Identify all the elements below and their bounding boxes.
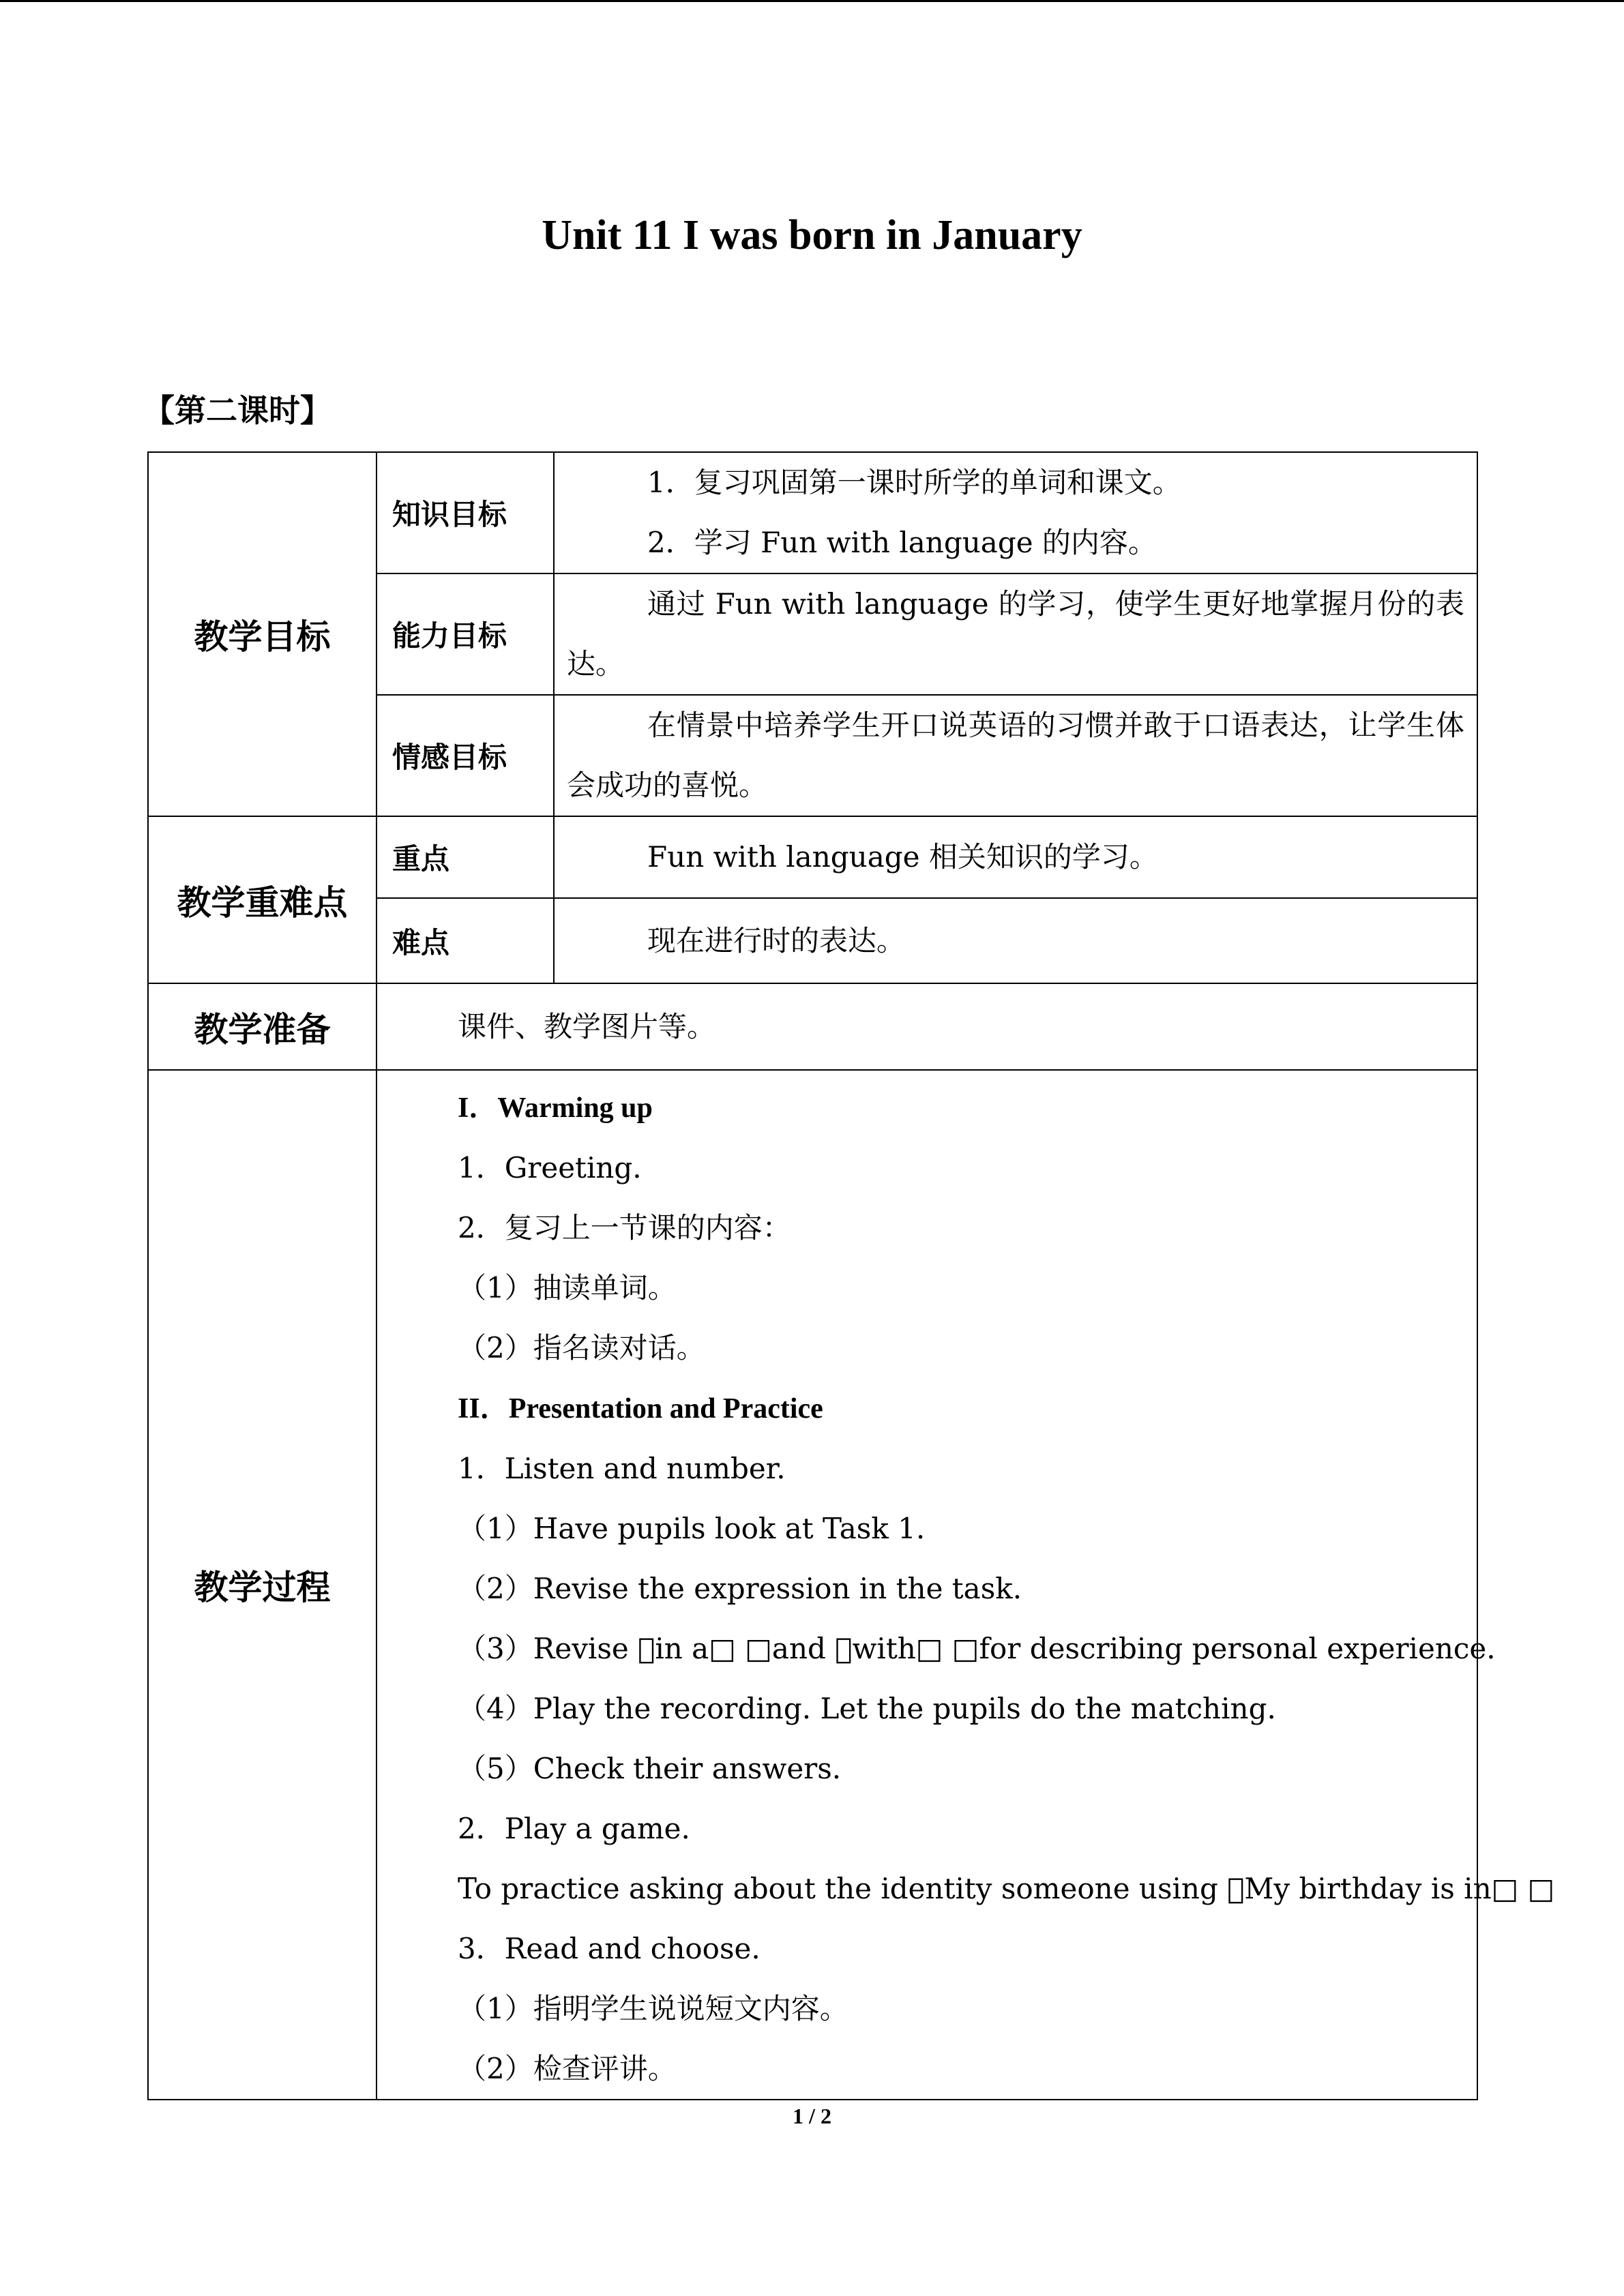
difficulty-content	[554, 898, 1477, 983]
emotion-objective-content	[554, 695, 1477, 816]
process-line: （1）Have pupils look at Task 1.	[458, 1512, 926, 1545]
preparation-content	[377, 983, 1477, 1070]
page-number: 1 / 2	[793, 2104, 831, 2128]
process-line: I．Warming up	[458, 1092, 653, 1124]
knowledge-objective-content	[554, 452, 1477, 573]
focus-text: Fun with language 相关知识的学习。	[647, 840, 1158, 874]
preparation-label: 教学准备	[148, 983, 377, 1070]
process-line: （3）Revise  in a□ □and  with□ □for describing personal experience.	[458, 1632, 1496, 1665]
process-line: 3．Read and choose.	[458, 1932, 761, 1965]
emotion-text: 在情景中培养学生开口说英语的习惯并敢于口语表达，让学生体会成功的喜悦。	[567, 709, 1464, 802]
process-line: （4）Play the recording. Let the pupils do the matching.	[458, 1692, 1276, 1725]
row-knowledge-objective	[148, 452, 1477, 573]
section-label: 【第二课时】	[143, 392, 331, 429]
process-line: 2．复习上一节课的内容：	[458, 1211, 791, 1244]
process-label: 教学过程	[148, 1070, 377, 2100]
process-line: 1．Greeting.	[458, 1151, 642, 1184]
row-focus	[148, 816, 1477, 898]
process-line: （2）检查评讲。	[458, 2052, 677, 2085]
emotion-objective-label: 情感目标	[377, 695, 554, 816]
lesson-plan-table	[147, 451, 1555, 2100]
focus-content	[554, 816, 1477, 898]
knowledge-line: 2．学习 Fun with language 的内容。	[647, 526, 1157, 559]
ability-text: 通过 Fun with language 的学习，使学生更好地掌握月份的表达。	[567, 587, 1464, 681]
key-points-label: 教学重难点	[148, 816, 377, 983]
top-border-line	[0, 0, 1624, 2]
objectives-label: 教学目标	[148, 452, 377, 816]
process-content	[377, 1070, 1555, 2100]
process-line: （5）Check their answers.	[458, 1752, 842, 1785]
ability-objective-label: 能力目标	[377, 573, 554, 695]
process-line: II．Presentation and Practice	[458, 1393, 823, 1425]
process-line: 2．Play a game.	[458, 1812, 690, 1845]
document-title: Unit 11 I was born in January	[542, 212, 1082, 258]
process-line: （2）Revise the expression in the task.	[458, 1572, 1022, 1605]
focus-label: 重点	[377, 816, 554, 898]
process-line: （2）指名读对话。	[458, 1331, 705, 1365]
process-line: 1．Listen and number.	[458, 1452, 786, 1485]
row-preparation	[148, 983, 1477, 1070]
process-line: To practice asking about the identity someone using  My birthday is in□ □	[458, 1872, 1555, 1905]
ability-objective-content	[554, 573, 1477, 695]
preparation-text: 课件、教学图片等。	[458, 1009, 716, 1043]
row-process	[148, 1070, 1477, 2100]
knowledge-line: 1．复习巩固第一课时所学的单词和课文。	[647, 466, 1181, 499]
process-line: （1）抽读单词。	[458, 1271, 677, 1304]
knowledge-objective-label: 知识目标	[377, 452, 554, 573]
process-line: （1）指明学生说说短文内容。	[458, 1992, 848, 2025]
difficulty-text: 现在进行时的表达。	[647, 923, 906, 957]
difficulty-label: 难点	[377, 898, 554, 983]
